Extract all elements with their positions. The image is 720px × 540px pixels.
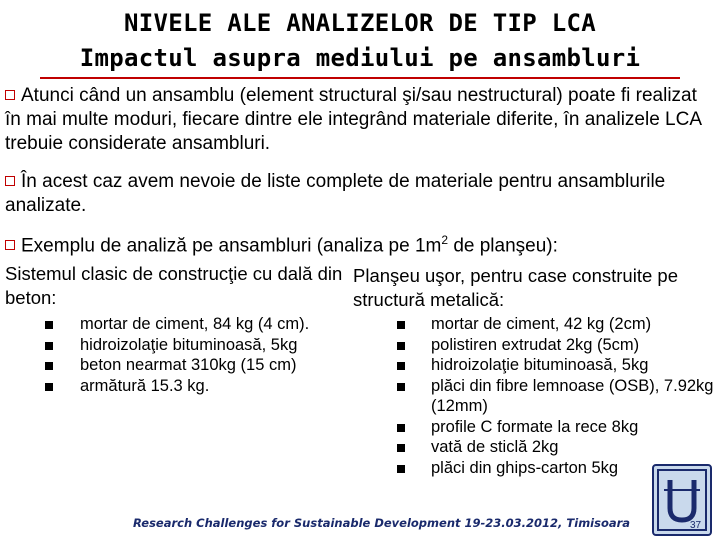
list-item: plăci din fibre lemnoase (OSB), 7.92kg (12mm) xyxy=(396,376,720,417)
square-bullet-icon xyxy=(5,90,15,100)
square-bullet-icon xyxy=(45,383,53,391)
paragraph-3-tail: de planşeu): xyxy=(448,235,558,257)
square-bullet-icon xyxy=(397,321,405,329)
list-item: mortar de ciment, 42 kg (2cm) xyxy=(396,314,720,335)
list-item: beton nearmat 310kg (15 cm) xyxy=(44,355,374,376)
paragraph-2-text: În acest caz avem nevoie de liste complete de materiale pentru ansamblurile analizate. xyxy=(5,171,666,216)
right-materials-list xyxy=(396,314,720,478)
square-bullet-icon xyxy=(397,465,405,473)
paragraph-3-text: Exemplu de analiză pe ansambluri (analiza pe 1m xyxy=(21,235,442,257)
list-item: profile C formate la rece 8kg xyxy=(396,417,720,438)
list-item: hidroizolaţie bituminoasă, 5kg xyxy=(44,335,374,356)
left-column-heading: Sistemul clasic de construcţie cu dală din beton: xyxy=(5,263,343,308)
list-item: mortar de ciment, 84 kg (4 cm). xyxy=(44,314,374,335)
university-logo xyxy=(652,464,712,536)
list-item: hidroizolaţie bituminoasă, 5kg xyxy=(396,355,720,376)
square-bullet-icon xyxy=(397,362,405,370)
university-logo-icon xyxy=(654,466,710,534)
list-item: plăci din ghips-carton 5kg xyxy=(396,458,720,479)
slide-title-line-2: Impactul asupra mediului pe ansambluri xyxy=(79,44,641,72)
slide-title-line-1: NIVELE ALE ANALIZELOR DE TIP LCA xyxy=(124,9,596,37)
square-bullet-icon xyxy=(397,383,405,391)
paragraph-2 xyxy=(5,170,715,218)
square-bullet-icon xyxy=(45,321,53,329)
paragraph-1 xyxy=(5,84,715,156)
square-bullet-icon xyxy=(5,240,15,250)
paragraph-3-superscript: 2 xyxy=(441,233,449,247)
square-bullet-icon xyxy=(397,342,405,350)
list-item: armătură 15.3 kg. xyxy=(44,376,374,397)
square-bullet-icon xyxy=(45,342,53,350)
footer-text: Research Challenges for Sustainable Development 19-23.03.2012, Timisoara xyxy=(133,516,631,530)
right-column-heading: Planşeu uşor, pentru case construite pe structură metalică: xyxy=(353,265,678,310)
square-bullet-icon xyxy=(5,176,15,186)
left-materials-list xyxy=(44,314,374,396)
paragraph-3 xyxy=(5,228,715,258)
title-underline xyxy=(40,77,680,79)
paragraph-1-text: Atunci când un ansamblu (element structural şi/sau nestructural) poate fi realizat în mai multe moduri, fiecare dintre ele integrând materiale diferite, în analizele LCA trebuie considerate ansambluri. xyxy=(5,85,701,154)
square-bullet-icon xyxy=(397,444,405,452)
list-item: vată de sticlă 2kg xyxy=(396,437,720,458)
page-number: 37 xyxy=(690,520,702,531)
square-bullet-icon xyxy=(45,362,53,370)
square-bullet-icon xyxy=(397,424,405,432)
list-item: polistiren extrudat 2kg (5cm) xyxy=(396,335,720,356)
